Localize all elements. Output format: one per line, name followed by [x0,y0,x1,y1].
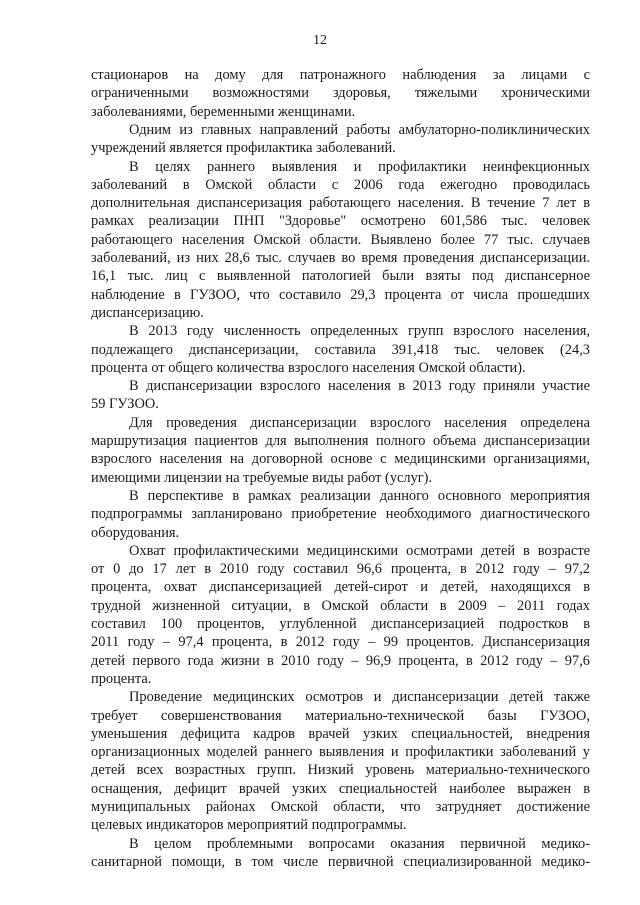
text-line: процента от общего количества взрослого населения Омской области). [91,359,526,376]
text-line: уменьшения дефицита кадров врачей узких специальностей, внедрения [91,725,590,742]
text-line: В перспективе в рамках реализации данного основного мероприятия [129,487,590,504]
text-line: учреждений является профилактика заболеваний. [91,140,396,157]
text-line: маршрутизация пациентов для выполнения полного объема диспансеризации [91,433,590,449]
text-line: Проведение медицинских осмотров и диспансеризации детей также [129,689,590,706]
text-line: Для проведения диспансеризации взрослого населения определена [129,414,590,431]
text-line: В диспансеризации взрослого населения в 2013 году приняли участие [129,378,590,395]
text-line: рамках реализации ПНП "Здоровье" осмотрено 601,586 тыс. человек [91,213,590,230]
text-line: ограниченными возможностями здоровья, тяжелыми хроническими [91,85,590,102]
text-line: муниципальных районах Омской области, что затрудняет достижение [91,799,590,815]
text-line: подлежащего диспансеризации, составила 391,418 тыс. человек (24,3 [91,341,590,358]
text-line: организационных моделей раннего выявления и профилактики заболеваний у [91,744,590,761]
text-line: от 0 до 17 лет в 2010 году составил 96,6 процента, в 2012 году – 97,2 [91,561,590,578]
text-line: В 2013 году численность определенных групп взрослого населения, [129,323,590,340]
text-line: заболеваний, из них 28,6 тыс. случаев во время проведения диспансеризации. [91,250,590,266]
text-line: 2011 году – 97,4 процента, в 2012 году – 99 процентов. Диспансеризация [91,634,590,651]
text-line: стационаров на дому для патронажного наблюдения за лицами с [91,67,590,83]
text-line: оснащения, дефицит врачей узких специальностей наиболее выражен в [91,780,590,797]
text-line: детей первого года жизни в 2010 году – 96,9 процента, в 2012 году – 97,6 [91,652,590,669]
text-line: заболеваний в Омской области с 2006 года ежегодно проводилась [91,176,590,193]
text-line: подпрограммы запланировано приобретение необходимого диагностического [91,506,590,523]
text-line: заболеваниями, беременными женщинами. [91,103,356,120]
text-line: работающего населения Омской области. Выявлено более 77 тыс. случаев [91,231,590,248]
text-line: Одним из главных направлений работы амбулаторно-поликлинических [129,121,590,138]
text-line: взрослого населения на договорной основе с медицинскими организациями, [91,451,590,468]
text-line: диспансеризацию. [91,304,204,321]
text-line: составил 100 процентов, углубленной диспансеризацией подростков в [91,616,590,632]
text-line: Охват профилактическими медицинскими осмотрами детей в возрасте [129,542,590,559]
text-line: процента. [91,670,152,687]
text-line: дополнительная диспансеризация работающего населения. В течение 7 лет в [91,195,590,212]
text-line: имеющими лицензии на требуемые виды работ (услуг). [91,469,433,486]
text-line: целевых индикаторов мероприятий подпрограммы. [91,817,407,834]
text-line: 59 ГУЗОО. [91,396,159,413]
text-line: санитарной помощи, в том числе первичной специализированной медико- [91,853,590,870]
text-line: наблюдение в ГУЗОО, что составило 29,3 процента от числа прошедших [91,286,590,303]
page-number: 12 [313,33,327,48]
text-line: трудной жизненной ситуации, в Омской области в 2009 – 2011 годах [91,597,590,614]
text-line: оборудования. [91,524,180,541]
text-line: процента, охват диспансеризацией детей-сирот и детей, находящихся в [91,579,590,596]
text-line: 16,1 тыс. лиц с выявленной патологией были взяты под диспансерное [91,268,590,285]
text-line: требует совершенствования материально-технической базы ГУЗОО, [91,707,590,724]
text-line: В целом проблемными вопросами оказания первичной медико- [129,835,590,852]
text-line: В целях раннего выявления и профилактики неинфекционных [129,158,590,175]
text-line: детей всех возрастных групп. Низкий уровень материально-технического [91,762,590,779]
